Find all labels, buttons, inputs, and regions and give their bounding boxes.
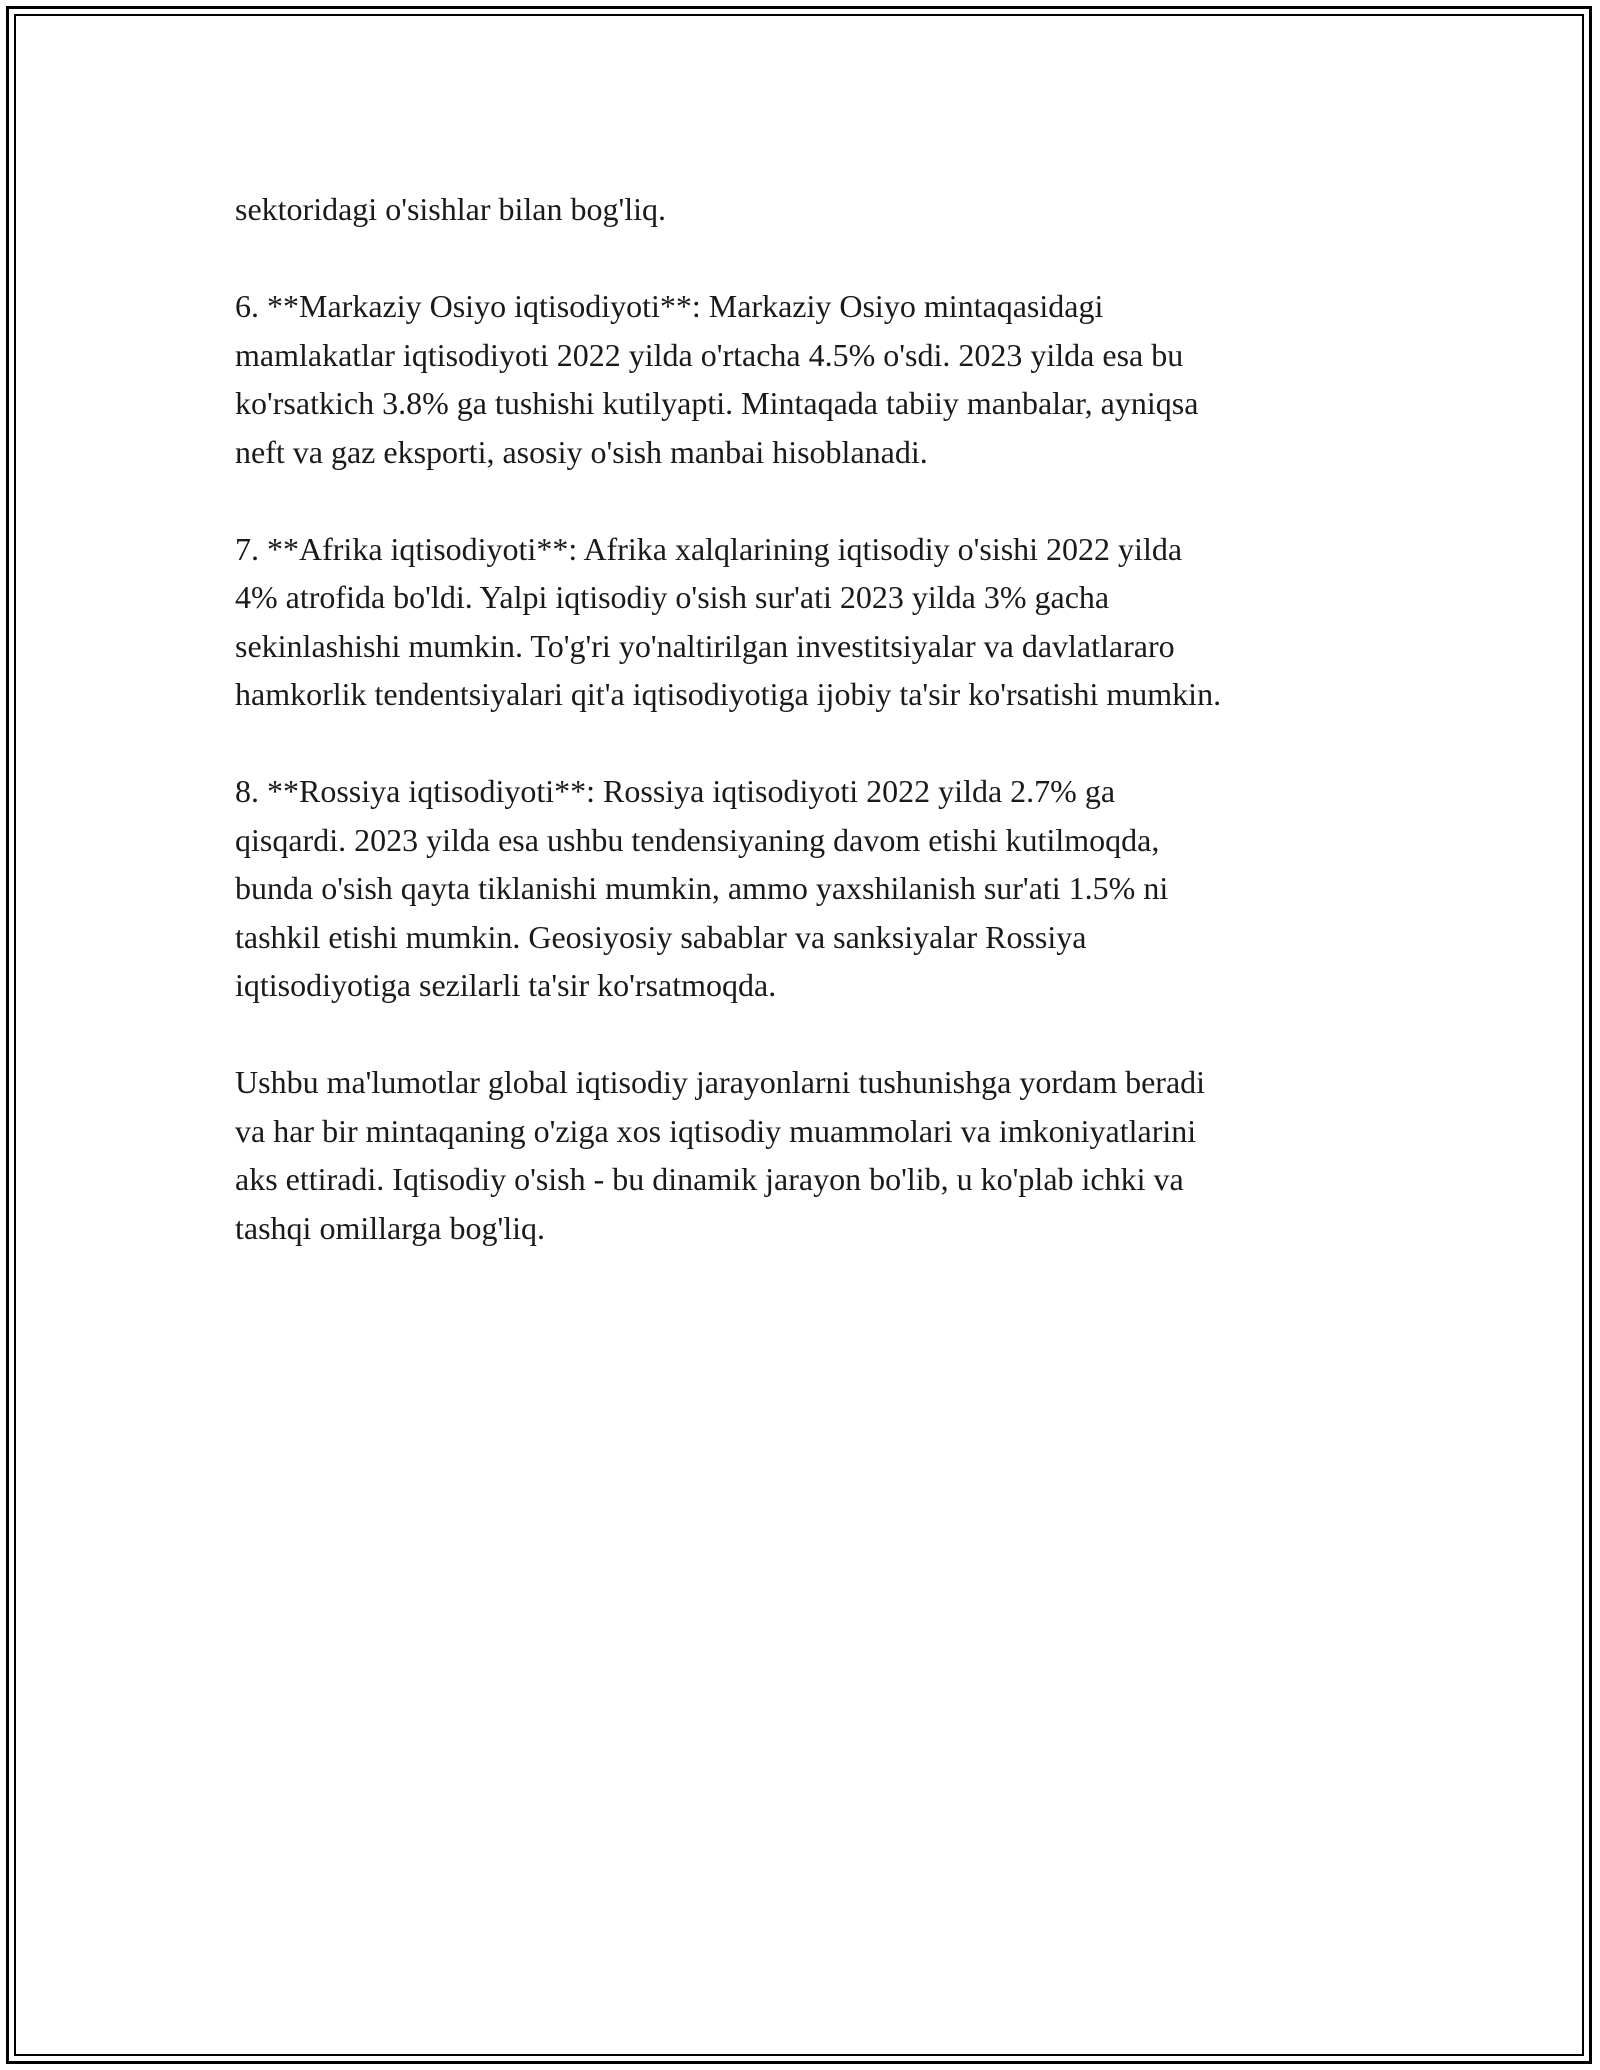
paragraph-conclusion: Ushbu ma'lumotlar global iqtisodiy jarayonlarni tushunishga yordam beradi va har bir mintaqaning o'ziga xos iqtisodiy muammolari va imkoniyatlarini aks ettiradi. Iqtisodiy o'sish - bu dinamik jarayon bo'lib, u ko'plab ichki va tashqi omillarga bog'liq. <box>235 1064 1206 1246</box>
paragraph-central-asia: 6. **Markaziy Osiyo iqtisodiyoti**: Markaziy Osiyo mintaqasidagi mamlakatlar iqtisodiyoti 2022 yilda o'rtacha 4.5% o'sdi. 2023 yilda esa bu ko'rsatkich 3.8% ga tushishi kutilyapti. Mintaqada tabiiy manbalar, ayniqsa neft va gaz eksporti, asosiy o'sish manbai hisoblanadi. <box>235 288 1199 470</box>
document-body <box>235 185 1405 1301</box>
paragraph-russia: 8. **Rossiya iqtisodiyoti**: Rossiya iqtisodiyoti 2022 yilda 2.7% ga qisqardi. 2023 yilda esa ushbu tendensiyaning davom etishi kutilmoqda, bunda o'sish qayta tiklanishi mumkin, ammo yaxshilanish sur'ati 1.5% ni tashkil etishi mumkin. Geosiyosiy sabablar va sanksiyalar Rossiya iqtisodiyotiga sezilarli ta'sir ko'rsatmoqda. <box>235 773 1169 1003</box>
paragraph-africa: 7. **Afrika iqtisodiyoti**: Afrika xalqlarining iqtisodiy o'sishi 2022 yilda 4% atrofida bo'ldi. Yalpi iqtisodiy o'sish sur'ati 2023 yilda 3% gacha sekinlashishi mumkin. To'g'ri yo'naltirilgan investitsiyalar va davlatlararo hamkorlik tendentsiyalari qit'a iqtisodiyotiga ijobiy ta'sir ko'rsatishi mumkin. <box>235 530 1222 712</box>
paragraph-continuation: sektoridagi o'sishlar bilan bog'liq. <box>235 191 667 227</box>
